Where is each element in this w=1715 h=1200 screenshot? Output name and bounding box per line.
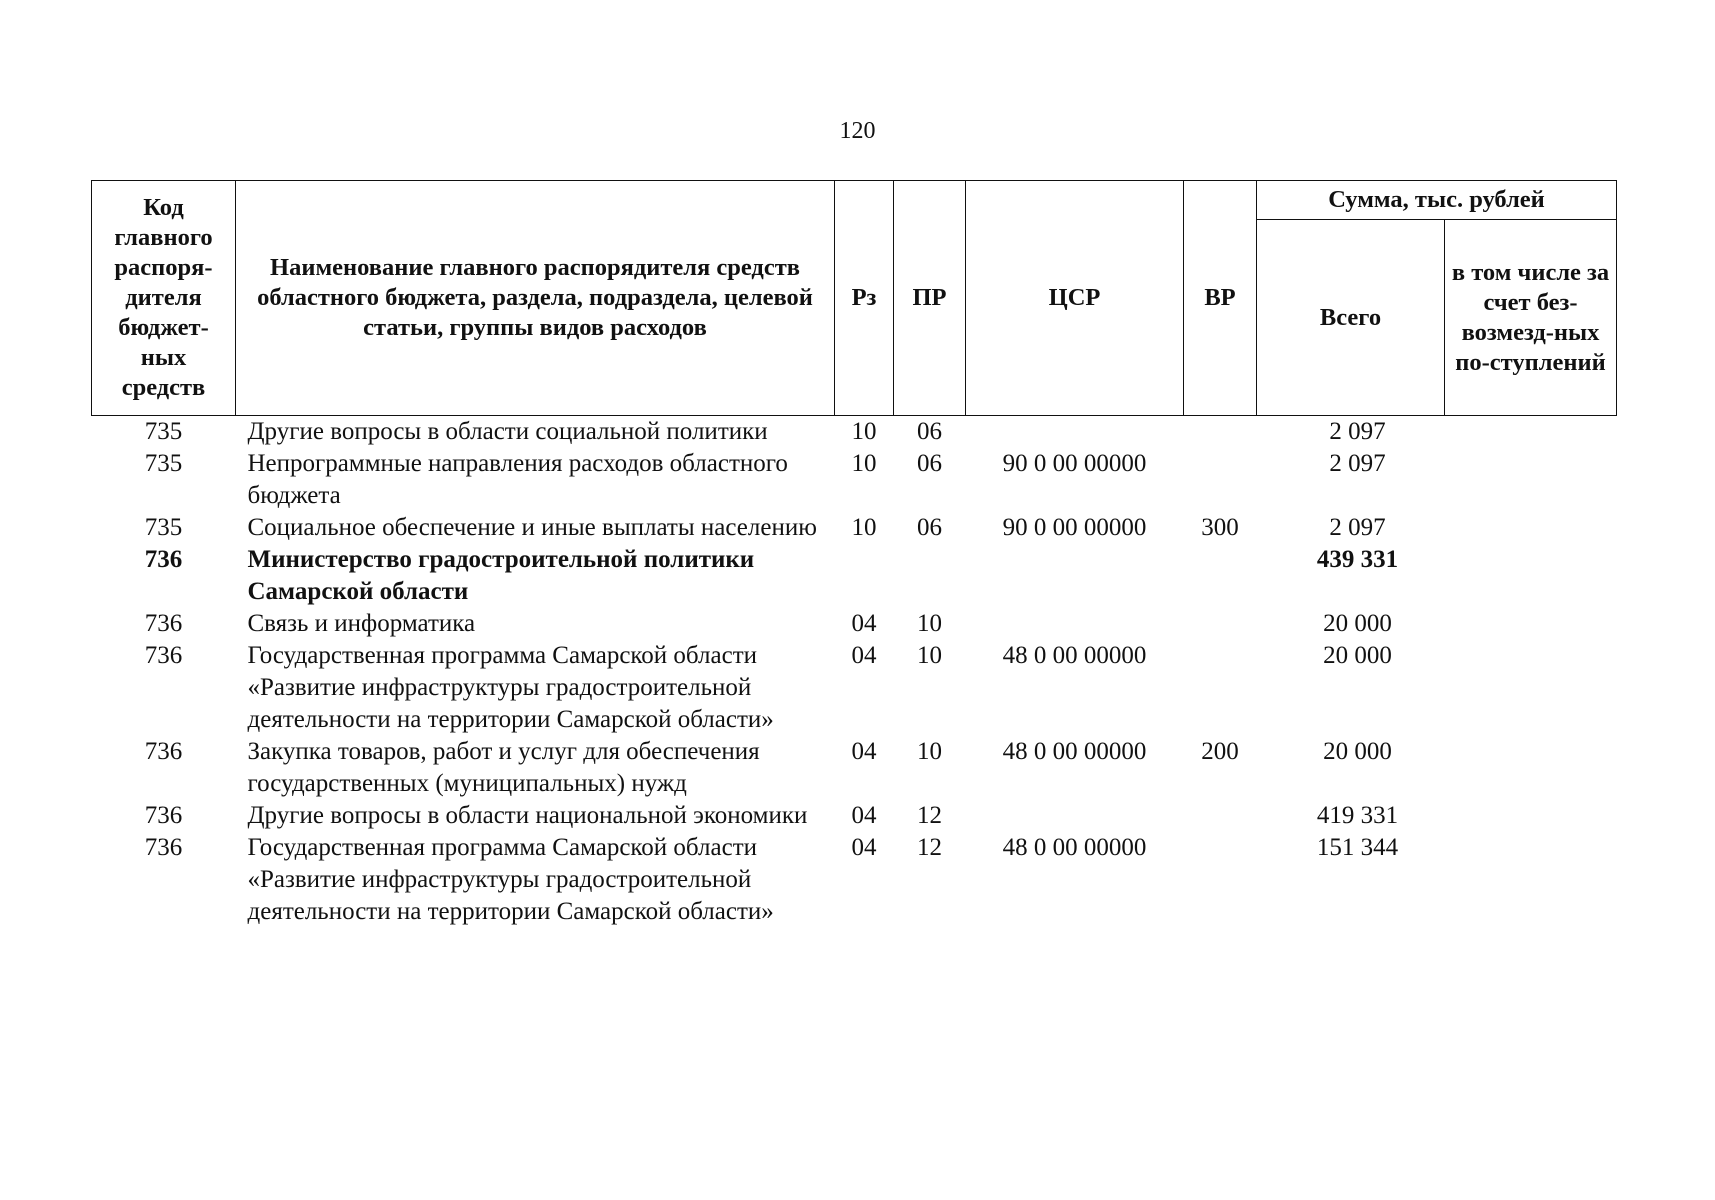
cell-csr: 90 0 00 00000: [1002, 450, 1147, 477]
cell-name: Социальное обеспечение и иные выплаты населению: [247, 514, 817, 541]
cell-total: 20 000: [1323, 642, 1392, 669]
table-row: [92, 736, 1617, 800]
cell-code: 735: [144, 514, 183, 541]
cell-csr: [966, 800, 1184, 832]
cell-csr: [966, 544, 1184, 608]
header-pr: ПР: [894, 181, 966, 416]
cell-free: [1445, 832, 1617, 928]
cell-total: 2 097: [1329, 514, 1386, 541]
table-body: [92, 416, 1617, 929]
cell-vr: [1184, 832, 1257, 928]
cell-name: Связь и информатика: [247, 610, 476, 637]
cell-name: Министерство градостроительной политики Самарской области: [247, 546, 755, 605]
table-row: [92, 512, 1617, 544]
cell-code: 736: [144, 834, 183, 861]
cell-csr: 48 0 00 00000: [1002, 642, 1147, 669]
cell-free: [1445, 608, 1617, 640]
cell-vr: [1184, 608, 1257, 640]
table-row: [92, 800, 1617, 832]
cell-vr: [1184, 544, 1257, 608]
cell-total: 439 331: [1316, 546, 1399, 573]
cell-vr: [1184, 448, 1257, 512]
cell-free: [1445, 416, 1617, 449]
table-row: [92, 448, 1617, 512]
cell-vr: [1184, 800, 1257, 832]
cell-pr: 12: [917, 834, 942, 861]
header-sum: Сумма, тыс. рублей: [1257, 181, 1617, 220]
cell-total: 419 331: [1316, 802, 1399, 829]
cell-rz: 10: [851, 418, 877, 445]
cell-rz: 04: [851, 738, 877, 765]
cell-rz: 04: [851, 834, 877, 861]
header-free: в том числе за счет без-возмезд-ных по-ступлений: [1445, 220, 1617, 416]
cell-name: Закупка товаров, работ и услуг для обеспечения государственных (муниципальных) нужд: [247, 738, 760, 797]
cell-vr: [1184, 416, 1257, 449]
header-total: Всего: [1257, 220, 1445, 416]
cell-code: 736: [144, 802, 183, 829]
cell-vr: [1184, 640, 1257, 736]
cell-total: 2 097: [1329, 418, 1386, 445]
cell-rz: 10: [851, 514, 877, 541]
cell-rz: 04: [851, 610, 877, 637]
cell-name: Другие вопросы в области социальной политики: [247, 418, 768, 445]
cell-pr: 10: [917, 642, 942, 669]
cell-rz: 10: [851, 450, 877, 477]
cell-name: Государственная программа Самарской области «Развитие инфраструктуры градостроительной деятельности на территории Самарской области»: [247, 642, 774, 733]
cell-free: [1445, 800, 1617, 832]
table-header: [92, 181, 1617, 416]
table-row: [92, 608, 1617, 640]
cell-total: 2 097: [1329, 450, 1386, 477]
table-row: [92, 544, 1617, 608]
cell-csr: [966, 608, 1184, 640]
cell-pr: 06: [917, 418, 942, 445]
header-rz: Рз: [835, 181, 894, 416]
cell-total: 151 344: [1316, 834, 1399, 861]
cell-free: [1445, 512, 1617, 544]
cell-rz: [835, 544, 894, 608]
cell-code: 736: [144, 642, 183, 669]
cell-pr: 12: [917, 802, 942, 829]
cell-code: 736: [144, 610, 183, 637]
header-code: Код главного распоря-дителя бюджет-ных средств: [92, 181, 236, 416]
header-csr: ЦСР: [966, 181, 1184, 416]
table-row: [92, 416, 1617, 449]
cell-pr: [894, 544, 966, 608]
cell-name: Другие вопросы в области национальной экономики: [247, 802, 808, 829]
cell-total: 20 000: [1323, 738, 1392, 765]
cell-rz: 04: [851, 802, 877, 829]
budget-table: [91, 180, 1617, 928]
cell-csr: 48 0 00 00000: [1002, 834, 1147, 861]
cell-total: 20 000: [1323, 610, 1392, 637]
table-row: [92, 640, 1617, 736]
header-name: Наименование главного распорядителя средств областного бюджета, раздела, подраздела, целевой статьи, группы видов расходов: [236, 181, 835, 416]
cell-name: Непрограммные направления расходов областного бюджета: [247, 450, 788, 509]
cell-code: 735: [144, 450, 183, 477]
header-vr: ВР: [1184, 181, 1257, 416]
cell-free: [1445, 736, 1617, 800]
cell-vr: 300: [1201, 514, 1239, 541]
cell-code: 736: [144, 738, 183, 765]
cell-rz: 04: [851, 642, 877, 669]
cell-csr: 48 0 00 00000: [1002, 738, 1147, 765]
page-number: 120: [839, 118, 876, 144]
cell-name: Государственная программа Самарской области «Развитие инфраструктуры градостроительной деятельности на территории Самарской области»: [247, 834, 774, 925]
cell-code: 736: [144, 546, 183, 573]
cell-pr: 10: [917, 610, 942, 637]
cell-pr: 10: [917, 738, 942, 765]
cell-pr: 06: [917, 450, 942, 477]
cell-free: [1445, 448, 1617, 512]
cell-code: 735: [144, 418, 183, 445]
cell-vr: 200: [1201, 738, 1239, 765]
cell-pr: 06: [917, 514, 942, 541]
cell-free: [1445, 640, 1617, 736]
table-row: [92, 832, 1617, 928]
cell-csr: [966, 416, 1184, 449]
cell-csr: 90 0 00 00000: [1002, 514, 1147, 541]
cell-free: [1445, 544, 1617, 608]
